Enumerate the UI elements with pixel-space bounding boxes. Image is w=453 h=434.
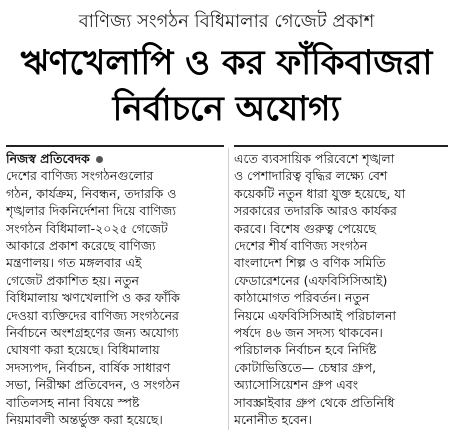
- text-line: মনোনীত হবেন।: [234, 412, 312, 428]
- headline-line-2: নির্বাচনে অযোগ্য: [112, 89, 341, 129]
- right-column-text: [234, 150, 448, 429]
- text-line: ফেডারেশনের (এফবিসিসিআই): [234, 272, 388, 288]
- text-line: কয়েকটি নতুন ধারা যুক্ত হয়েছে, যা: [234, 185, 406, 201]
- left-column-text: [6, 167, 224, 428]
- text-line: সদস্যপদ, নির্বাচন, বার্ষিক সাধারণ: [6, 359, 171, 375]
- text-line: গেজেট প্রকাশিত হয়। নতুন: [6, 272, 139, 288]
- column-divider: [228, 148, 229, 430]
- article-column-right: [234, 150, 448, 429]
- article-kicker: বাণিজ্য সংগঠন বিধিমালার গেজেট প্রকাশ: [78, 11, 375, 32]
- text-line: কোটাভিত্তিতে— চেম্বার গ্রুপ,: [234, 359, 377, 375]
- text-line: বাংলাদেশ শিল্প ও বণিক সমিতি: [234, 255, 386, 271]
- article-headline: [0, 40, 453, 132]
- text-line: এতে ব্যবসায়িক পরিবেশে শৃঙ্খলা: [234, 151, 395, 166]
- column-rule-left: [6, 145, 224, 147]
- text-line: নির্বাচনে অংশগ্রহণের জন্য অযোগ্য: [6, 325, 179, 341]
- text-line: বাতিলসহ নানা বিষয়ে স্পষ্ট: [6, 394, 140, 410]
- text-line: গঠন, কার্যক্রম, নিবন্ধন, তদারকি ও: [6, 185, 177, 201]
- text-line: সরকারের তদারকি আরও কার্যকর: [234, 203, 397, 219]
- text-line: করবে। বিশেষ গুরুত্ব পেয়েছে: [234, 220, 376, 236]
- article-column-left: [6, 150, 224, 429]
- column-rule-right: [234, 145, 448, 147]
- text-line: দেওয়া ব্যক্তিদের বাণিজ্য সংগঠনের: [6, 307, 179, 323]
- headline-line-1: ঋণখেলাপি ও কর ফাঁকিবাজরা: [20, 43, 433, 83]
- text-line: শৃঙ্খলার দিকনির্দেশনা দিয়ে বাণিজ্য: [6, 203, 176, 219]
- text-line: মন্ত্রণালয়। গত মঙ্গলবার এই: [6, 255, 142, 271]
- text-line: সভা, নিরীক্ষা প্রতিবেদন, ও সংগঠন: [6, 377, 180, 393]
- text-line: সাবস্ক্রাইবার গ্রুপ থেকে প্রতিনিধি: [234, 394, 395, 410]
- byline: নিজস্ব প্রতিবেদক: [6, 151, 90, 166]
- text-line: ঘোষণা করা হয়েছে। বিধিমালায়: [6, 342, 160, 358]
- text-line: নিয়মে এফবিসিসিআই পরিচালনা: [234, 307, 396, 323]
- text-line: ও পেশাদারিত্ব বৃদ্ধির লক্ষ্যে বেশ: [234, 168, 388, 184]
- text-line: নিয়মাবলী অন্তর্ভুক্ত করা হয়েছে।: [6, 412, 163, 428]
- text-line: পরিচালক নির্বাচন হবে নির্দিষ্ট: [234, 342, 377, 358]
- text-line: বিধিমালায় ঋণখেলাপি ও কর ফাঁকি: [6, 290, 180, 306]
- text-line: সংগঠন বিধিমালা-২০২৫ গেজেট: [6, 220, 168, 236]
- text-line: অ্যাসোসিয়েশন গ্রুপ এবং: [234, 377, 359, 393]
- text-line: আকারে প্রকাশ করেছে বাণিজ্য: [6, 238, 156, 254]
- text-line: দেশের শীর্ষ বাণিজ্য সংগঠন: [234, 238, 368, 254]
- text-line: দেশের বাণিজ্য সংগঠনগুলোর: [6, 168, 154, 184]
- text-line: পর্ষদে ৪৬ জন সদস্য থাকবেন।: [234, 325, 383, 341]
- byline-row: [6, 150, 224, 167]
- text-line: কাঠামোগত পরিবর্তন। নতুন: [234, 290, 370, 306]
- bullet-dot-icon: [96, 156, 103, 163]
